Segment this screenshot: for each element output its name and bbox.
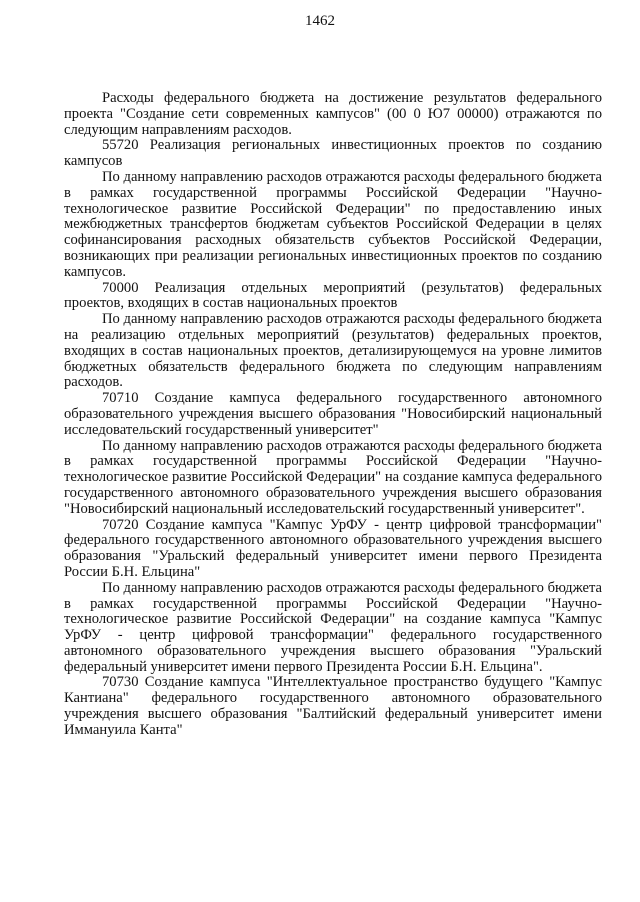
paragraph: По данному направлению расходов отражаются расходы федерального бюджета в рамках государственной программы Российской Федерации "Научно-технологическое развитие Российской Федерации" по предоставлению иных межбюджетных трансфертов бюджетам субъектов Российской Федерации в целях софинансирования расходных обязательств субъектов Российской Федерации, возникающих при реализации региональных инвестиционных проектов по созданию кампусов. [64, 168, 602, 280]
document-body [64, 91, 602, 739]
paragraph: По данному направлению расходов отражаются расходы федерального бюджета в рамках государственной программы Российской Федерации "Научно-технологическое развитие Российской Федерации" на создание кампуса "Кампус УрФУ - центр цифровой трансформации" федерального государственного автономного образовательного учреждения высшего образования "Уральский федеральный университет имени первого Президента России Б.Н. Ельцина". [64, 579, 602, 675]
paragraph: 70000 Реализация отдельных мероприятий (результатов) федеральных проектов, входящих в состав национальных проектов [64, 279, 602, 312]
paragraph: 70730 Создание кампуса "Интеллектуальное пространство будущего "Кампус Кантиана" федерального государственного автономного образовательного учреждения высшего образования "Балтийский федеральный университет имени Иммануила Канта" [64, 674, 602, 738]
paragraph: 70710 Создание кампуса федерального государственного автономного образовательного учреждения высшего образования "Новосибирский национальный исследовательский государственный университет" [64, 390, 602, 438]
paragraph: Расходы федерального бюджета на достижение результатов федерального проекта "Создание сети современных кампусов" (00 0 Ю7 00000) отражаются по следующим направлениям расходов. [64, 90, 602, 138]
paragraph: По данному направлению расходов отражаются расходы федерального бюджета на реализацию отдельных мероприятий (результатов) федеральных проектов, входящих в состав национальных проектов, детализирующемуся на уровне лимитов бюджетных обязательств федерального бюджета по следующим направлениям расходов. [64, 311, 602, 391]
page-number: 1462 [305, 13, 335, 29]
paragraph: 55720 Реализация региональных инвестиционных проектов по созданию кампусов [64, 137, 602, 170]
paragraph: По данному направлению расходов отражаются расходы федерального бюджета в рамках государственной программы Российской Федерации "Научно-технологическое развитие Российской Федерации" на создание кампуса федерального государственного автономного образовательного учреждения высшего образования "Новосибирский национальный исследовательский государственный университет". [64, 437, 602, 517]
paragraph: 70720 Создание кампуса "Кампус УрФУ - центр цифровой трансформации" федерального государственного автономного образовательного учреждения высшего образования "Уральский федеральный университет имени первого Президента России Б.Н. Ельцина" [64, 516, 602, 580]
